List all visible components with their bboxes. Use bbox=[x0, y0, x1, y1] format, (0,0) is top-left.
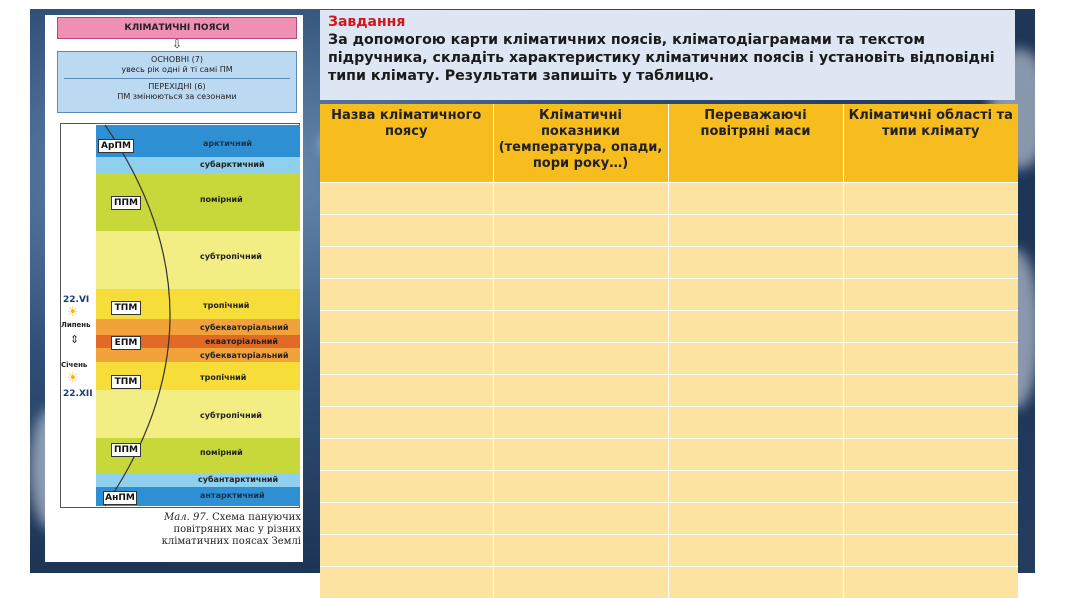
table-cell[interactable] bbox=[668, 503, 843, 535]
figure-number: Мал. 97. bbox=[164, 512, 209, 523]
table-cell[interactable] bbox=[493, 343, 668, 375]
table-row[interactable] bbox=[320, 535, 1018, 567]
belt-label-tropical-s: тропічний bbox=[200, 373, 246, 382]
table-cell[interactable] bbox=[320, 375, 493, 407]
task-title: Завдання bbox=[328, 14, 1007, 31]
arrow-up-down-icon: ⇕ bbox=[70, 333, 79, 346]
characteristics-table bbox=[320, 104, 1018, 570]
table-header-row bbox=[320, 104, 1018, 183]
table-row[interactable] bbox=[320, 375, 1018, 407]
table-row[interactable] bbox=[320, 279, 1018, 311]
table-cell[interactable] bbox=[843, 503, 1018, 535]
table-cell[interactable] bbox=[843, 343, 1018, 375]
belt-label-subtropical-n: субтропічний bbox=[200, 252, 262, 261]
table-cell[interactable] bbox=[843, 375, 1018, 407]
table-cell[interactable] bbox=[320, 471, 493, 503]
header-climate-indicators: Кліматичні показники (температура, опади, пори року…) bbox=[493, 104, 668, 183]
table-cell[interactable] bbox=[668, 247, 843, 279]
air-mass-temperate-n: ППМ bbox=[111, 196, 141, 210]
date-summer-solstice: 22.VI bbox=[63, 295, 89, 305]
belt-label-temperate-s: помірний bbox=[200, 448, 243, 457]
table-cell[interactable] bbox=[320, 407, 493, 439]
table-row[interactable] bbox=[320, 183, 1018, 215]
main-belts-count: ОСНОВНІ (7) bbox=[58, 55, 296, 65]
table-cell[interactable] bbox=[843, 535, 1018, 567]
table-cell[interactable] bbox=[843, 407, 1018, 439]
table-cell[interactable] bbox=[493, 535, 668, 567]
month-july: Липень bbox=[61, 321, 91, 329]
figure-caption-text: Схема пануючих повітряних мас у різних кліматичних поясах Землі bbox=[162, 512, 301, 547]
table-cell[interactable] bbox=[320, 279, 493, 311]
table-cell[interactable] bbox=[493, 311, 668, 343]
table-cell[interactable] bbox=[320, 439, 493, 471]
table-cell[interactable] bbox=[668, 279, 843, 311]
belt-label-equatorial: екваторіальний bbox=[205, 337, 278, 346]
table-row[interactable] bbox=[320, 311, 1018, 343]
table-cell[interactable] bbox=[843, 471, 1018, 503]
table-cell[interactable] bbox=[320, 503, 493, 535]
belt-label-subarctic: субарктичний bbox=[200, 160, 265, 169]
sun-icon: ☀ bbox=[67, 371, 79, 386]
air-mass-tropical-s: ТПМ bbox=[111, 375, 141, 389]
table-cell[interactable] bbox=[668, 183, 843, 215]
table-cell[interactable] bbox=[493, 375, 668, 407]
table-cell[interactable] bbox=[493, 215, 668, 247]
air-mass-temperate-s: ППМ bbox=[111, 443, 141, 457]
table-cell[interactable] bbox=[668, 375, 843, 407]
table-cell[interactable] bbox=[320, 215, 493, 247]
table-cell[interactable] bbox=[668, 407, 843, 439]
belt-label-antarctic: антарктичний bbox=[200, 491, 265, 500]
table-cell[interactable] bbox=[493, 439, 668, 471]
table-cell[interactable] bbox=[493, 407, 668, 439]
figure-caption bbox=[143, 512, 301, 548]
table-cell[interactable] bbox=[668, 439, 843, 471]
table-cell[interactable] bbox=[843, 439, 1018, 471]
table-cell[interactable] bbox=[493, 247, 668, 279]
sun-icon: ☀ bbox=[67, 305, 79, 320]
month-january: Січень bbox=[61, 361, 87, 369]
task-box bbox=[320, 10, 1015, 100]
belt-label-subequatorial-n: субекваторіальний bbox=[200, 323, 289, 332]
climate-belts-diagram bbox=[45, 15, 303, 562]
date-winter-solstice: 22.XII bbox=[63, 389, 93, 399]
table-cell[interactable] bbox=[843, 215, 1018, 247]
table-cell[interactable] bbox=[843, 567, 1018, 598]
table-cell[interactable] bbox=[320, 183, 493, 215]
header-air-masses: Переважаючі повітряні маси bbox=[668, 104, 843, 183]
table-cell[interactable] bbox=[320, 247, 493, 279]
belt-label-tropical-n: тропічний bbox=[203, 301, 249, 310]
belt-label-subequatorial-s: субекваторіальний bbox=[200, 351, 289, 360]
table-row[interactable] bbox=[320, 343, 1018, 375]
table-cell[interactable] bbox=[493, 279, 668, 311]
belt-label-subantarctic: субантарктичний bbox=[198, 475, 278, 484]
table-cell[interactable] bbox=[493, 471, 668, 503]
table-cell[interactable] bbox=[668, 567, 843, 598]
header-climate-regions: Кліматичні області та типи клімату bbox=[843, 104, 1018, 183]
table-row[interactable] bbox=[320, 407, 1018, 439]
table-cell[interactable] bbox=[493, 503, 668, 535]
table-cell[interactable] bbox=[668, 215, 843, 247]
table-cell[interactable] bbox=[320, 311, 493, 343]
table-cell[interactable] bbox=[843, 279, 1018, 311]
table-cell[interactable] bbox=[843, 311, 1018, 343]
arrow-down-icon: ⇩ bbox=[172, 38, 182, 50]
air-mass-antarctic: АнПМ bbox=[103, 491, 137, 505]
belt-label-temperate-n: помірний bbox=[200, 195, 243, 204]
table-cell[interactable] bbox=[843, 183, 1018, 215]
diagram-title: КЛІМАТИЧНІ ПОЯСИ bbox=[57, 17, 297, 39]
table-cell[interactable] bbox=[493, 567, 668, 598]
air-mass-equatorial: ЕПМ bbox=[111, 336, 141, 350]
table-row[interactable] bbox=[320, 567, 1018, 598]
air-mass-tropical-n: ТПМ bbox=[111, 301, 141, 315]
table-cell[interactable] bbox=[843, 247, 1018, 279]
table-cell[interactable] bbox=[668, 343, 843, 375]
air-mass-arctic: АрПМ bbox=[98, 139, 134, 153]
table-cell[interactable] bbox=[668, 535, 843, 567]
table-row[interactable] bbox=[320, 503, 1018, 535]
table-row[interactable] bbox=[320, 471, 1018, 503]
table-cell[interactable] bbox=[668, 311, 843, 343]
header-belt-name: Назва кліматичного поясу bbox=[320, 104, 493, 183]
table-cell[interactable] bbox=[320, 535, 493, 567]
main-belts-note: увесь рік одні й ті самі ПМ bbox=[58, 65, 296, 75]
belt-label-arctic: арктичний bbox=[203, 139, 252, 148]
table-cell[interactable] bbox=[320, 567, 493, 598]
task-text: За допомогою карти кліматичних поясів, кліматодіаграмами та текстом підручника, складіть характеристику кліматичних поясів і установіть відповідні типи клімату. Результати запишіть у таблицю. bbox=[328, 31, 1007, 85]
table-row[interactable] bbox=[320, 439, 1018, 471]
transition-belts-count: ПЕРЕХІДНІ (6) bbox=[58, 82, 296, 92]
belt-label-subtropical-s: субтропічний bbox=[200, 411, 262, 420]
table-cell[interactable] bbox=[668, 471, 843, 503]
table-cell[interactable] bbox=[493, 183, 668, 215]
table-row[interactable] bbox=[320, 247, 1018, 279]
table-cell[interactable] bbox=[320, 343, 493, 375]
transition-belts-note: ПМ змінюються за сезонами bbox=[58, 92, 296, 102]
table-row[interactable] bbox=[320, 215, 1018, 247]
